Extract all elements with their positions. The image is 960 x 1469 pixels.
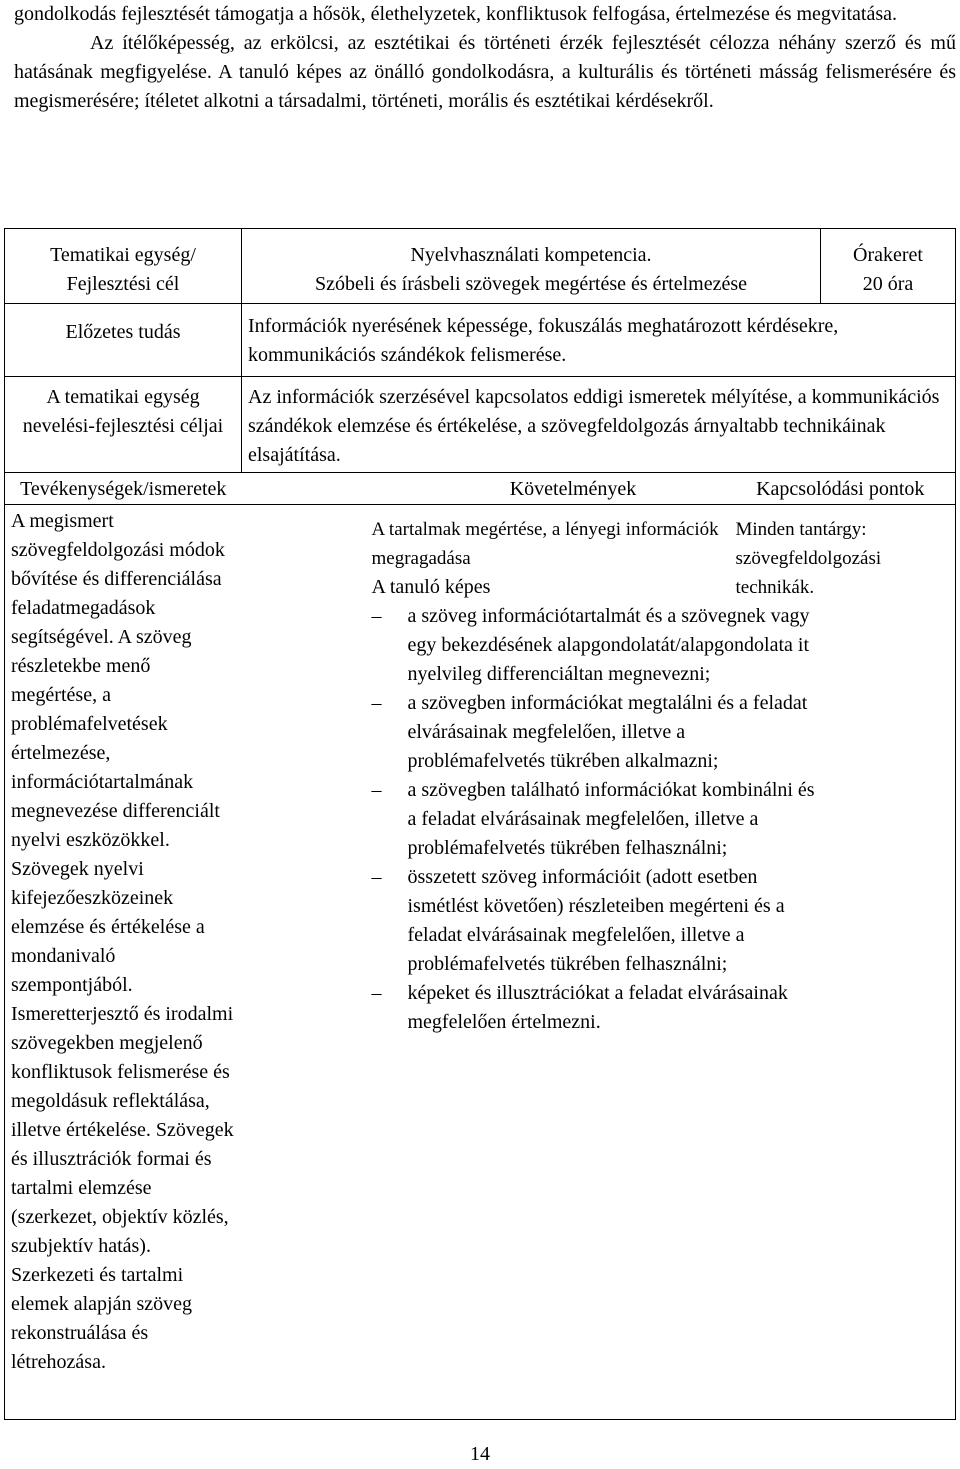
page-number: 14: [470, 1443, 490, 1465]
table-row-title: [5, 229, 956, 304]
goals-label: A tematikai egység nevelési-fejlesztési céljai: [5, 377, 242, 473]
table-row-prior: [5, 304, 956, 377]
connections-cell: [735, 505, 956, 1420]
intro-paragraph-2: Az ítélőképesség, az erkölcsi, az esztétikai és történeti érzék fejlesztését célozza néhány szerző és mű hatásának megfigyelése. A tanuló képes az önálló gondolkodásra, a kulturális és történeti másság felismerésére és megismerésére; ítéletet alkotni a társadalmi, történeti, morális és esztétikai kérdésekről.: [14, 32, 956, 112]
col-header-connections-label: Kapcsolódási pontok: [756, 478, 925, 500]
table-row-headers: [5, 473, 956, 505]
requirements-list: [372, 602, 817, 1037]
requirements-intro-2: A tanuló képes: [371, 576, 491, 598]
curriculum-table: [4, 228, 956, 1420]
requirements-cell: [242, 505, 821, 1420]
unit-title-line-2: Szóbeli és írásbeli szövegek megértése és értelmezése: [314, 273, 748, 295]
list-item: – a szövegben található információkat kombinálni és a feladat elvárásainak megfelelően, illetve a problémafelvetés tükrében felhasználni;: [372, 776, 817, 863]
hours-value: 20 óra: [862, 273, 914, 295]
list-item: – a szövegben információkat megtalálni és a feladat elvárásainak megfelelően, illetve a problémafelvetés tükrében alkalmazni;: [372, 689, 817, 776]
unit-title: [242, 229, 821, 304]
connections-text: Minden tantárgy: szövegfeldolgozási technikák.: [735, 519, 882, 598]
list-item: – a szöveg információtartalmát és a szövegnek vagy egy bekezdésének alapgondolatát/alapgondolata it nyelvileg differenciáltan megnevezni;: [372, 602, 817, 689]
intro-line-1: gondolkodás fejlesztését támogatja a hősök, élethelyzetek, konfliktusok felfogása, értelmezése és megvitatása.: [14, 3, 898, 25]
list-item: – képeket és illusztrációkat a feladat elvárásainak megfelelően értelmezni.: [372, 979, 817, 1037]
prior-knowledge-text: Információk nyerésének képessége, fokuszálás meghatározott kérdésekre, kommunikációs szándékok felismerése.: [242, 304, 956, 377]
activities-cell: A megismert szövegfeldolgozási módok bővítése és differenciálása feladatmegadások segítségével. A szöveg részletekbe menő megértése, a problémafelvetések értelmezése, információtartalmának megnevezése differenciált nyelvi eszközökkel. Szövegek nyelvi kifejezőeszközeinek elemzése és értékelése a mondanivaló szempontjából. Ismeretterjesztő és irodalmi szövegekben megjelenő konfliktusok felismerése és megoldásuk reflektálása, illetve értékelése. Szövegek és illusztrációk formai és tartalmi elemzése (szerkezet, objektív közlés, szubjektív hatás). Szerkezeti és tartalmi elemek alapján szöveg rekonstruálása és létrehozása.: [5, 505, 242, 1420]
col-header-activities: Tevékenységek/ismeretek: [5, 473, 242, 505]
intro-text: [14, 0, 956, 116]
hours-cell: [821, 229, 956, 304]
goals-text: Az információk szerzésével kapcsolatos eddigi ismeretek mélyítése, a kommunikációs szándékok elemzése és értékelése, a szövegfeldolgozás árnyaltabb technikáinak elsajátítása.: [242, 377, 956, 473]
prior-knowledge-label: Előzetes tudás: [5, 304, 242, 377]
unit-label: Tematikai egység/ Fejlesztési cél: [5, 229, 242, 304]
col-header-connections: [756, 473, 956, 505]
hours-label: Órakeret: [853, 244, 923, 266]
col-header-requirements: Követelmények: [242, 473, 821, 505]
table-row-content: [5, 505, 956, 1420]
unit-title-line-1: Nyelvhasználati kompetencia.: [410, 244, 652, 266]
list-item: – összetett szöveg információit (adott esetben ismétlést követően) részleteiben megérteni és a feladat elvárásainak megfelelően, illetve a problémafelvetés tükrében felhasználni;: [372, 863, 817, 979]
table-row-goals: [5, 377, 956, 473]
requirements-intro: A tartalmak megértése, a lényegi információk megragadása: [371, 519, 719, 569]
